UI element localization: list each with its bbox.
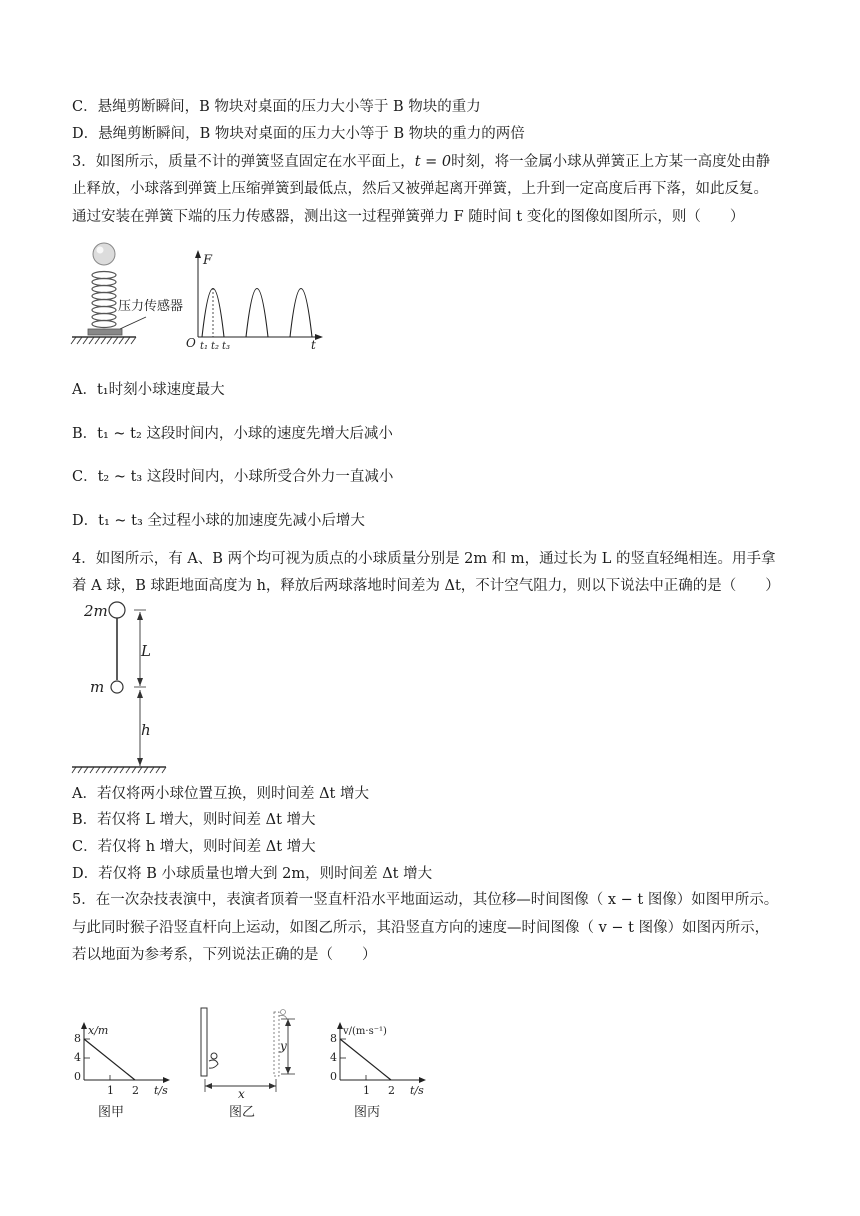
bing-ylabel: v/(m·s⁻¹) bbox=[343, 1026, 387, 1037]
q4-option-c: C．若仅将 h 增大，则时间差 Δt 增大 bbox=[72, 839, 316, 855]
label-2m: 2m bbox=[84, 602, 108, 620]
yi-caption: 图乙 bbox=[229, 1105, 256, 1120]
sensor-label: 压力传感器 bbox=[118, 299, 184, 314]
bing-tick-4: 4 bbox=[330, 1051, 337, 1064]
pressure-sensor bbox=[88, 329, 122, 335]
monkey-start bbox=[209, 1053, 218, 1068]
axis-t: t bbox=[311, 338, 316, 352]
label-h: h bbox=[141, 721, 151, 739]
tick-t3: t₃ bbox=[222, 341, 231, 352]
q3-stem-line1-a: 3．如图所示，质量不计的弹簧竖直固定在水平面上， bbox=[72, 154, 415, 170]
jia-tick-4: 4 bbox=[74, 1051, 81, 1064]
tick-t2: t₂ bbox=[211, 341, 220, 352]
jia-line bbox=[84, 1039, 135, 1080]
ball-a bbox=[109, 602, 125, 618]
monkey-end bbox=[279, 1010, 287, 1020]
bing-tick-8: 8 bbox=[330, 1032, 337, 1045]
q4-stem-line2: 着 A 球，B 球距地面高度为 h，释放后两球落地时间差为 Δt，不计空气阻力，则以下说法中正确的是（ ） bbox=[72, 578, 780, 594]
bing-tick-2: 2 bbox=[388, 1084, 395, 1097]
q5-stem-line3: 若以地面为参考系，下列说法正确的是（ ） bbox=[72, 947, 377, 963]
q3-stem-line2: 止释放，小球落到弹簧上压缩弹簧到最低点，然后又被弹起离开弹簧，上升到一定高度后再下落，如此反复。 bbox=[72, 181, 768, 197]
q3-stem-line1-b: 时刻，将一金属小球从弹簧正上方某一高度处由静 bbox=[451, 154, 771, 170]
q5-figure-jia bbox=[70, 1022, 180, 1122]
q5-stem-line2: 与此同时猴子沿竖直杆向上运动，如图乙所示，其沿竖直方向的速度—时间图像（ v − t 图像）如图丙所示， bbox=[72, 920, 770, 936]
q2-option-d: D．悬绳剪断瞬间，B 物块对桌面的压力大小等于 B 物块的重力的两倍 bbox=[72, 126, 525, 142]
q4-stem-line1: 4．如图所示，有 A、B 两个均可视为质点的小球质量分别是 2m 和 m，通过长为 L 的竖直轻绳相连。用手拿 bbox=[72, 551, 776, 567]
q3-figure bbox=[70, 237, 330, 355]
pole-end bbox=[274, 1012, 279, 1076]
tick-t1: t₁ bbox=[200, 341, 209, 352]
q5-figure-bing bbox=[326, 1022, 436, 1122]
bing-line bbox=[340, 1039, 391, 1080]
ball-b bbox=[111, 681, 123, 693]
yi-y: y bbox=[280, 1039, 287, 1053]
label-m: m bbox=[90, 678, 105, 696]
q4-option-d: D．若仅将 B 小球质量也增大到 2m，则时间差 Δt 增大 bbox=[72, 866, 433, 882]
q3-stem-line3: 通过安装在弹簧下端的压力传感器，测出这一过程弹簧弹力 F 随时间 t 变化的图像如图所示，则（ ） bbox=[72, 209, 745, 225]
q4-option-b: B．若仅将 L 增大，则时间差 Δt 增大 bbox=[72, 812, 316, 828]
bing-tick-1: 1 bbox=[363, 1084, 370, 1097]
metal-ball bbox=[93, 243, 115, 265]
q3-option-c: C．t₂ ~ t₃ 这段时间内，小球所受合外力一直减小 bbox=[72, 469, 394, 485]
force-curve bbox=[202, 289, 312, 338]
q2-option-c: C．悬绳剪断瞬间，B 物块对桌面的压力大小等于 B 物块的重力 bbox=[72, 99, 481, 115]
q3-stem-line1 bbox=[72, 152, 770, 172]
q5-figure-yi bbox=[196, 1006, 306, 1122]
jia-tick-2: 2 bbox=[132, 1084, 139, 1097]
label-L: L bbox=[141, 642, 151, 660]
q3-option-a: A．t₁时刻小球速度最大 bbox=[72, 382, 225, 398]
bing-tick-0: 0 bbox=[330, 1070, 337, 1083]
q4-option-a: A．若仅将两小球位置互换，则时间差 Δt 增大 bbox=[72, 786, 369, 802]
q3-option-d: D．t₁ ~ t₃ 全过程小球的加速度先减小后增大 bbox=[72, 513, 365, 529]
jia-tick-8: 8 bbox=[74, 1032, 81, 1045]
q5-stem-line1: 5．在一次杂技表演中，表演者顶着一竖直杆沿水平地面运动，其位移—时间图像（ x − t 图像）如图甲所示。 bbox=[72, 892, 779, 908]
jia-tick-0: 0 bbox=[74, 1070, 81, 1083]
yi-x: x bbox=[238, 1087, 245, 1101]
spring bbox=[92, 272, 116, 328]
q4-figure bbox=[70, 598, 180, 776]
origin-O: O bbox=[186, 336, 196, 350]
bing-xlabel: t/s bbox=[410, 1084, 424, 1097]
axis-F: F bbox=[203, 253, 213, 268]
q3-stem-math: t = 0 bbox=[414, 154, 452, 170]
jia-ylabel: x/m bbox=[88, 1024, 109, 1037]
q3-option-b: B．t₁ ~ t₂ 这段时间内，小球的速度先增大后减小 bbox=[72, 426, 393, 442]
jia-xlabel: t/s bbox=[154, 1084, 168, 1097]
jia-tick-1: 1 bbox=[107, 1084, 114, 1097]
jia-caption: 图甲 bbox=[98, 1105, 125, 1120]
pole-start bbox=[201, 1008, 207, 1076]
bing-caption: 图丙 bbox=[354, 1105, 381, 1120]
